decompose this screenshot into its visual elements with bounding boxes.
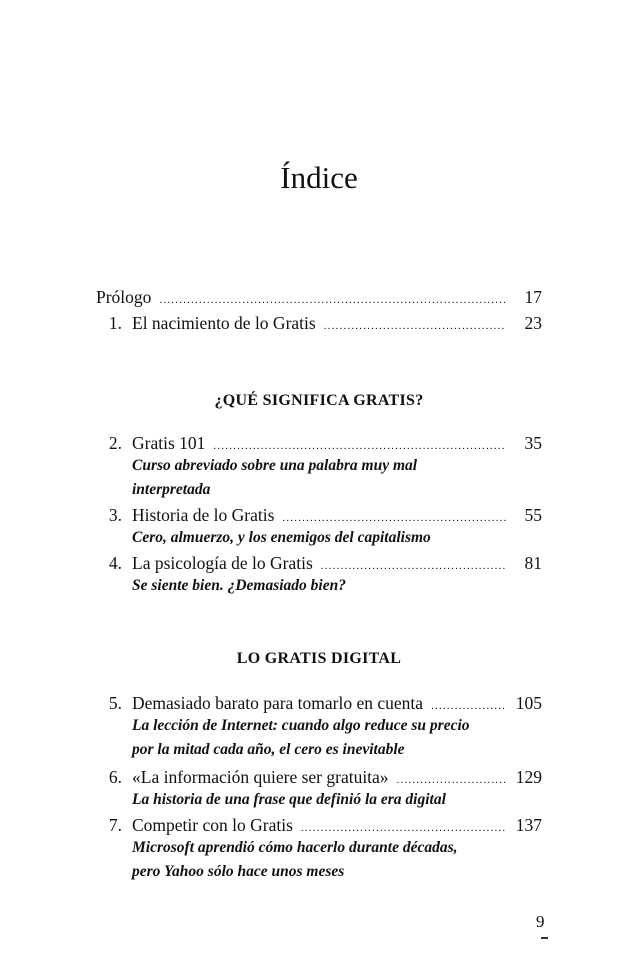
toc-entry-subtitle: Curso abreviado sobre una palabra muy mal: [132, 457, 418, 474]
toc-entry-subtitle: Se siente bien. ¿Demasiado bien?: [132, 577, 346, 594]
dot-leader: [324, 315, 506, 337]
dot-leader: [321, 555, 506, 577]
toc-entry-label: Competir con lo Gratis: [132, 815, 293, 835]
toc-entry-5[interactable]: [96, 692, 542, 762]
toc-entry-subtitle: Microsoft aprendió cómo hacerlo durante décadas,: [132, 839, 458, 856]
toc-entry-label: El nacimiento de lo Gratis: [132, 313, 316, 333]
toc-page-number: 137: [515, 815, 542, 835]
toc-entry-6[interactable]: [96, 766, 542, 812]
toc-entry-4[interactable]: [96, 552, 542, 598]
toc-entry-7[interactable]: [96, 814, 542, 884]
toc-entry-prologo[interactable]: [96, 286, 542, 308]
folio-mark: [541, 937, 548, 939]
toc-page-number: 35: [524, 433, 542, 453]
toc-entry-number: 1.: [108, 313, 122, 333]
toc-page-number: 23: [524, 313, 542, 333]
toc-entry-subtitle: Cero, almuerzo, y los enemigos del capitalismo: [132, 529, 431, 546]
toc-page-number: 55: [524, 505, 542, 525]
toc-entry-number: 7.: [108, 815, 122, 835]
toc-entry-subtitle: interpretada: [132, 481, 211, 498]
toc-entry-label: «La información quiere ser gratuita»: [132, 767, 389, 787]
toc-entry-number: 6.: [108, 767, 122, 787]
toc-entry-label: La psicología de lo Gratis: [132, 553, 313, 573]
toc-entry-label: Demasiado barato para tomarlo en cuenta: [132, 693, 424, 713]
toc-entry-2[interactable]: [96, 432, 542, 502]
toc-entry-number: 2.: [108, 433, 122, 453]
toc-page-number: 129: [515, 767, 542, 787]
toc-entry-label: Gratis 101: [132, 433, 206, 453]
toc-entry-number: 3.: [108, 505, 122, 525]
section-heading: LO GRATIS DIGITAL: [236, 650, 402, 667]
page-title: Índice: [280, 160, 358, 195]
toc-entry-number: 5.: [108, 693, 122, 713]
toc-entry-subtitle: por la mitad cada año, el cero es inevitable: [132, 741, 405, 758]
toc-entry-number: 4.: [108, 553, 122, 573]
page-number: 9: [536, 912, 545, 931]
toc-entry-label: Prólogo: [96, 287, 152, 307]
toc-page-number: 17: [524, 287, 542, 307]
toc-page-number: 105: [515, 693, 542, 713]
toc-page-number: 81: [524, 553, 542, 573]
toc-entry-3[interactable]: [96, 504, 542, 550]
toc-entry-1[interactable]: [96, 312, 542, 334]
toc-entry-subtitle: La historia de una frase que definió la era digital: [132, 791, 446, 808]
toc-entry-label: Historia de lo Gratis: [132, 505, 275, 525]
toc-entry-subtitle: La lección de Internet: cuando algo reduce su precio: [132, 717, 470, 734]
toc-entry-subtitle: pero Yahoo sólo hace unos meses: [132, 863, 345, 880]
section-heading: ¿QUÉ SIGNIFICA GRATIS?: [214, 392, 424, 409]
dot-leader: [159, 289, 506, 311]
